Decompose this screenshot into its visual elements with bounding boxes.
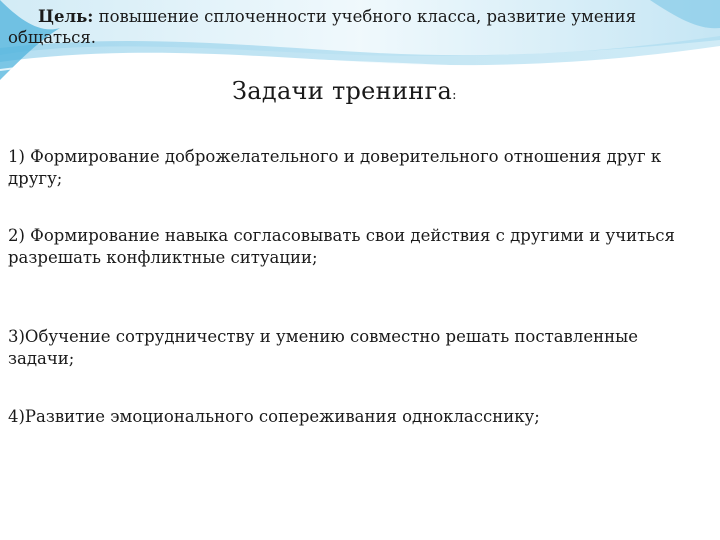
task-item-4: 4)Развитие эмоционального сопереживания однокласснику;	[8, 407, 540, 426]
tasks-heading-colon: :	[452, 88, 457, 103]
task-item-3: 3)Обучение сотрудничеству и умению совместно решать поставленные задачи;	[8, 327, 638, 368]
tasks-heading-text: Задачи тренинга	[232, 77, 453, 105]
task-item-1: 1) Формирование доброжелательного и доверительного отношения друг к другу;	[8, 147, 662, 188]
goal-label: Цель:	[38, 7, 94, 26]
goal-text: повышение сплоченности учебного класса, развитие умения общаться.	[8, 7, 636, 47]
tasks-heading	[232, 76, 457, 111]
task-item-2: 2) Формирование навыка согласовывать свои действия с другими и учиться разрешать конфликтные ситуации;	[8, 226, 675, 267]
goal-statement	[8, 6, 688, 48]
